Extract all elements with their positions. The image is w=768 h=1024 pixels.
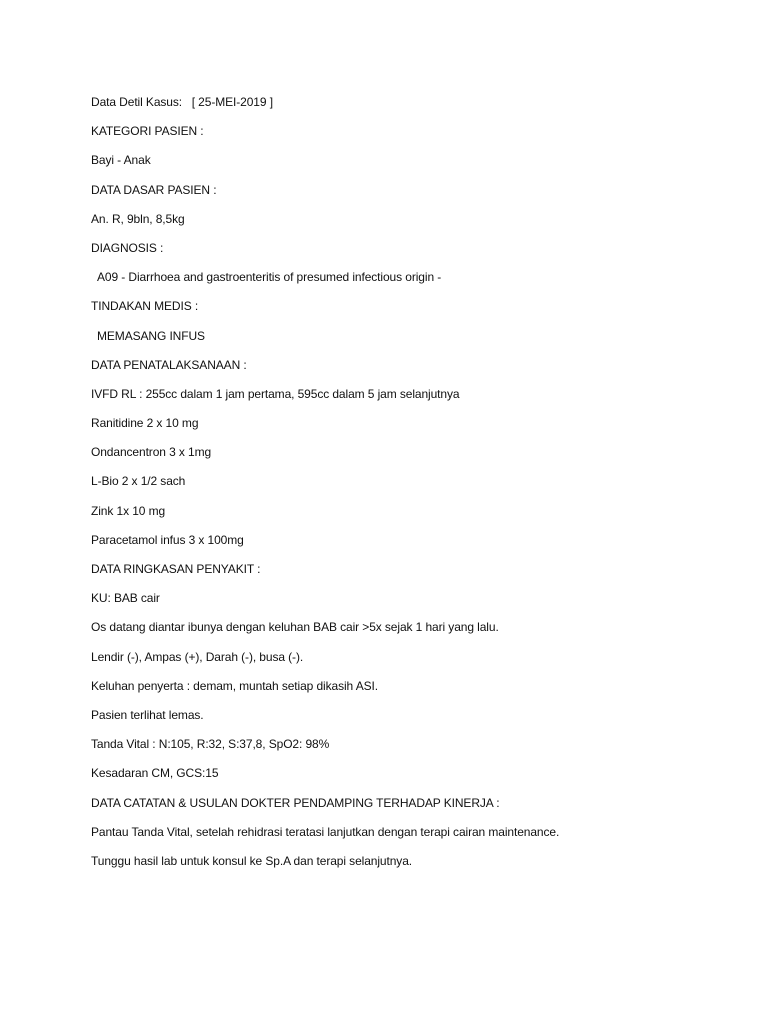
- section-heading-patient-data: DATA DASAR PASIEN :: [91, 182, 217, 197]
- medical-action-value: MEMASANG INFUS: [97, 328, 205, 343]
- vital-signs-line: Tanda Vital : N:105, R:32, S:37,8, SpO2: 98%: [91, 737, 330, 752]
- patient-data-value: An. R, 9bln, 8,5kg: [91, 211, 185, 226]
- section-heading-management: DATA PENATALAKSANAAN :: [91, 357, 247, 372]
- management-item: Ranitidine 2 x 10 mg: [91, 416, 199, 431]
- case-header-label: Data Detil Kasus:: [91, 95, 183, 109]
- management-item: L-Bio 2 x 1/2 sach: [91, 474, 186, 489]
- section-heading-doctor-notes: DATA CATATAN & USULAN DOKTER PENDAMPING TERHADAP KINERJA :: [91, 795, 500, 810]
- consciousness-line: Kesadaran CM, GCS:15: [91, 766, 219, 781]
- case-header: [91, 92, 711, 121]
- doctor-note-line: Pantau Tanda Vital, setelah rehidrasi teratasi lanjutkan dengan terapi cairan maintenance.: [91, 824, 560, 839]
- case-date: [ 25-MEI-2019 ]: [191, 95, 273, 109]
- section-heading-disease-summary: DATA RINGKASAN PENYAKIT :: [91, 562, 261, 576]
- summary-line: KU: BAB cair: [91, 591, 160, 606]
- diagnosis-value: A09 - Diarrhoea and gastroenteritis of presumed infectious origin -: [97, 270, 442, 285]
- section-heading-diagnosis: DIAGNOSIS :: [91, 240, 164, 255]
- management-item: Ondancentron 3 x 1mg: [91, 445, 212, 460]
- section-heading-medical-action: TINDAKAN MEDIS :: [91, 299, 199, 314]
- management-item: Paracetamol infus 3 x 100mg: [91, 532, 244, 547]
- section-heading-patient-category: KATEGORI PASIEN :: [91, 124, 204, 139]
- summary-line: Keluhan penyerta : demam, muntah setiap dikasih ASI.: [91, 678, 378, 693]
- management-item: IVFD RL : 255cc dalam 1 jam pertama, 595cc dalam 5 jam selanjutnya: [91, 386, 460, 401]
- summary-line: Lendir (-), Ampas (+), Darah (-), busa (-).: [91, 649, 304, 664]
- summary-line: Pasien terlihat lemas.: [91, 707, 204, 722]
- summary-line: Os datang diantar ibunya dengan keluhan BAB cair >5x sejak 1 hari yang lalu.: [91, 620, 499, 635]
- patient-category-value: Bayi - Anak: [91, 153, 151, 168]
- doctor-note-line: Tunggu hasil lab untuk konsul ke Sp.A dan terapi selanjutnya.: [91, 853, 413, 868]
- management-item: Zink 1x 10 mg: [91, 503, 166, 518]
- case-detail-document: [91, 92, 711, 880]
